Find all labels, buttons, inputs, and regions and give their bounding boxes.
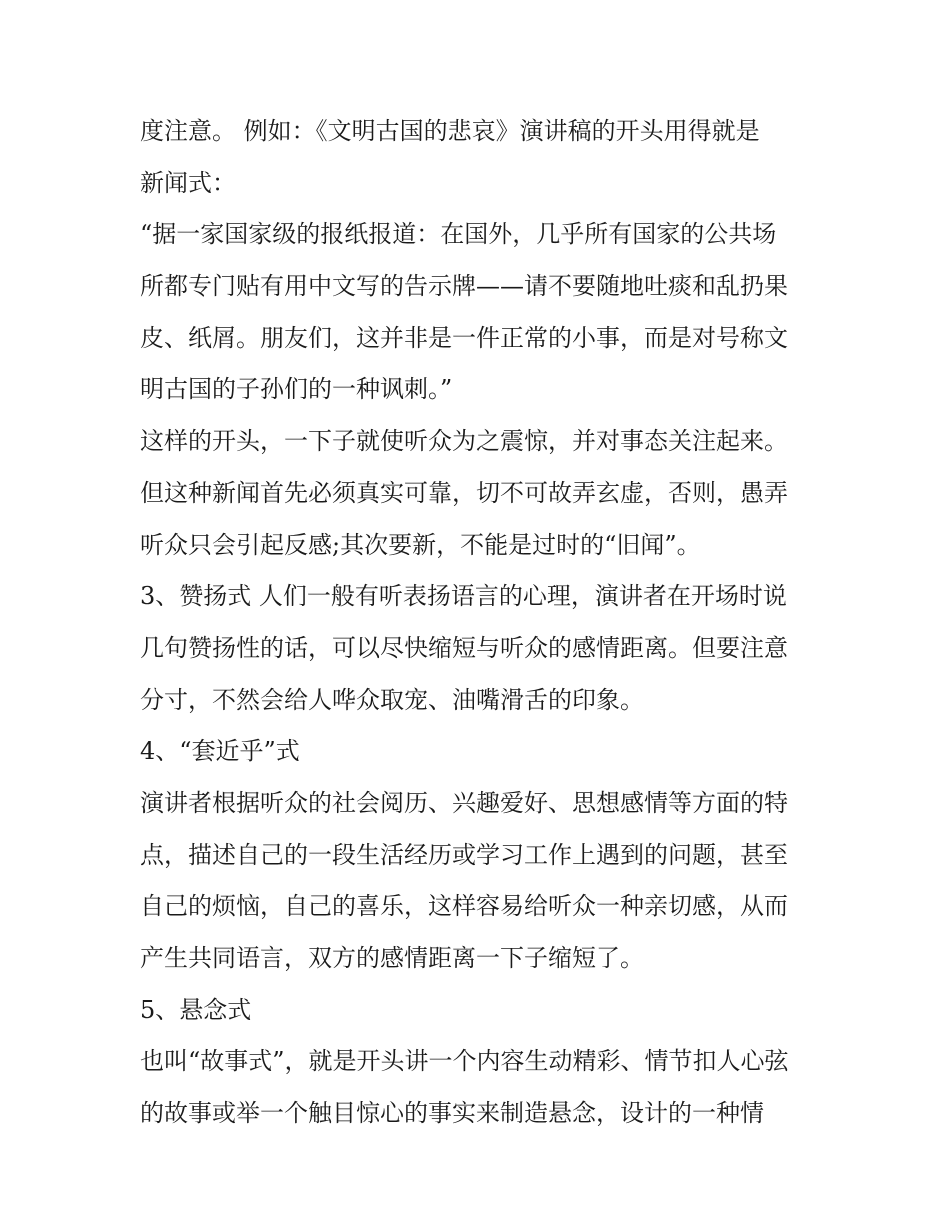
text-line: 这样的开头，一下子就使听众为之震惊，并对事态关注起来。 [140,427,788,456]
text-line: 所都专门贴有用中文写的告示牌——请不要随地吐痰和乱扔果 [140,272,788,301]
text-line: 明古国的子孙们的一种讽刺。” [140,375,453,404]
text-line: 几句赞扬性的话，可以尽快缩短与听众的感情距离。但要注意 [140,633,788,662]
document-body [140,106,820,1140]
text-line: 也叫“故事式”，就是开头讲一个内容生动精彩、情节扣人心弦 [140,1047,789,1076]
text-line: 听众只会引起反感;其次要新，不能是过时的“旧闻”。 [140,530,701,559]
text-line: 皮、纸屑。朋友们，这并非是一件正常的小事，而是对号称文 [140,323,788,352]
text-line: 产生共同语言，双方的感情距离一下子缩短了。 [140,944,644,972]
text-line: 演讲者根据听众的社会阅历、兴趣爱好、思想感情等方面的特 [140,788,788,817]
text-line: 新闻式： [140,168,236,197]
text-line: “据一家国家级的报纸报道：在国外，几乎所有国家的公共场 [140,220,777,249]
section-heading: 5、悬念式 [140,995,252,1024]
text-line: 自己的烦恼，自己的喜乐，这样容易给听众一种亲切感，从而 [140,892,788,921]
section-heading-line: 3、赞扬式 人们一般有听表扬语言的心理，演讲者在开场时说 [140,582,787,611]
text-line: 的故事或举一个触目惊心的事实来制造悬念，设计的一种情 [140,1099,764,1128]
text-line: 分寸，不然会给人哗众取宠、油嘴滑舌的印象。 [140,685,644,714]
text-line: 点，描述自己的一段生活经历或学习工作上遇到的问题，甚至 [140,840,788,869]
text-line: 度注意。 例如：《文明古国的悲哀》演讲稿的开头用得就是 [140,117,760,145]
text-line: 但这种新闻首先必须真实可靠，切不可故弄玄虚，否则，愚弄 [140,478,788,507]
section-heading: 4、“套近乎”式 [140,737,300,766]
